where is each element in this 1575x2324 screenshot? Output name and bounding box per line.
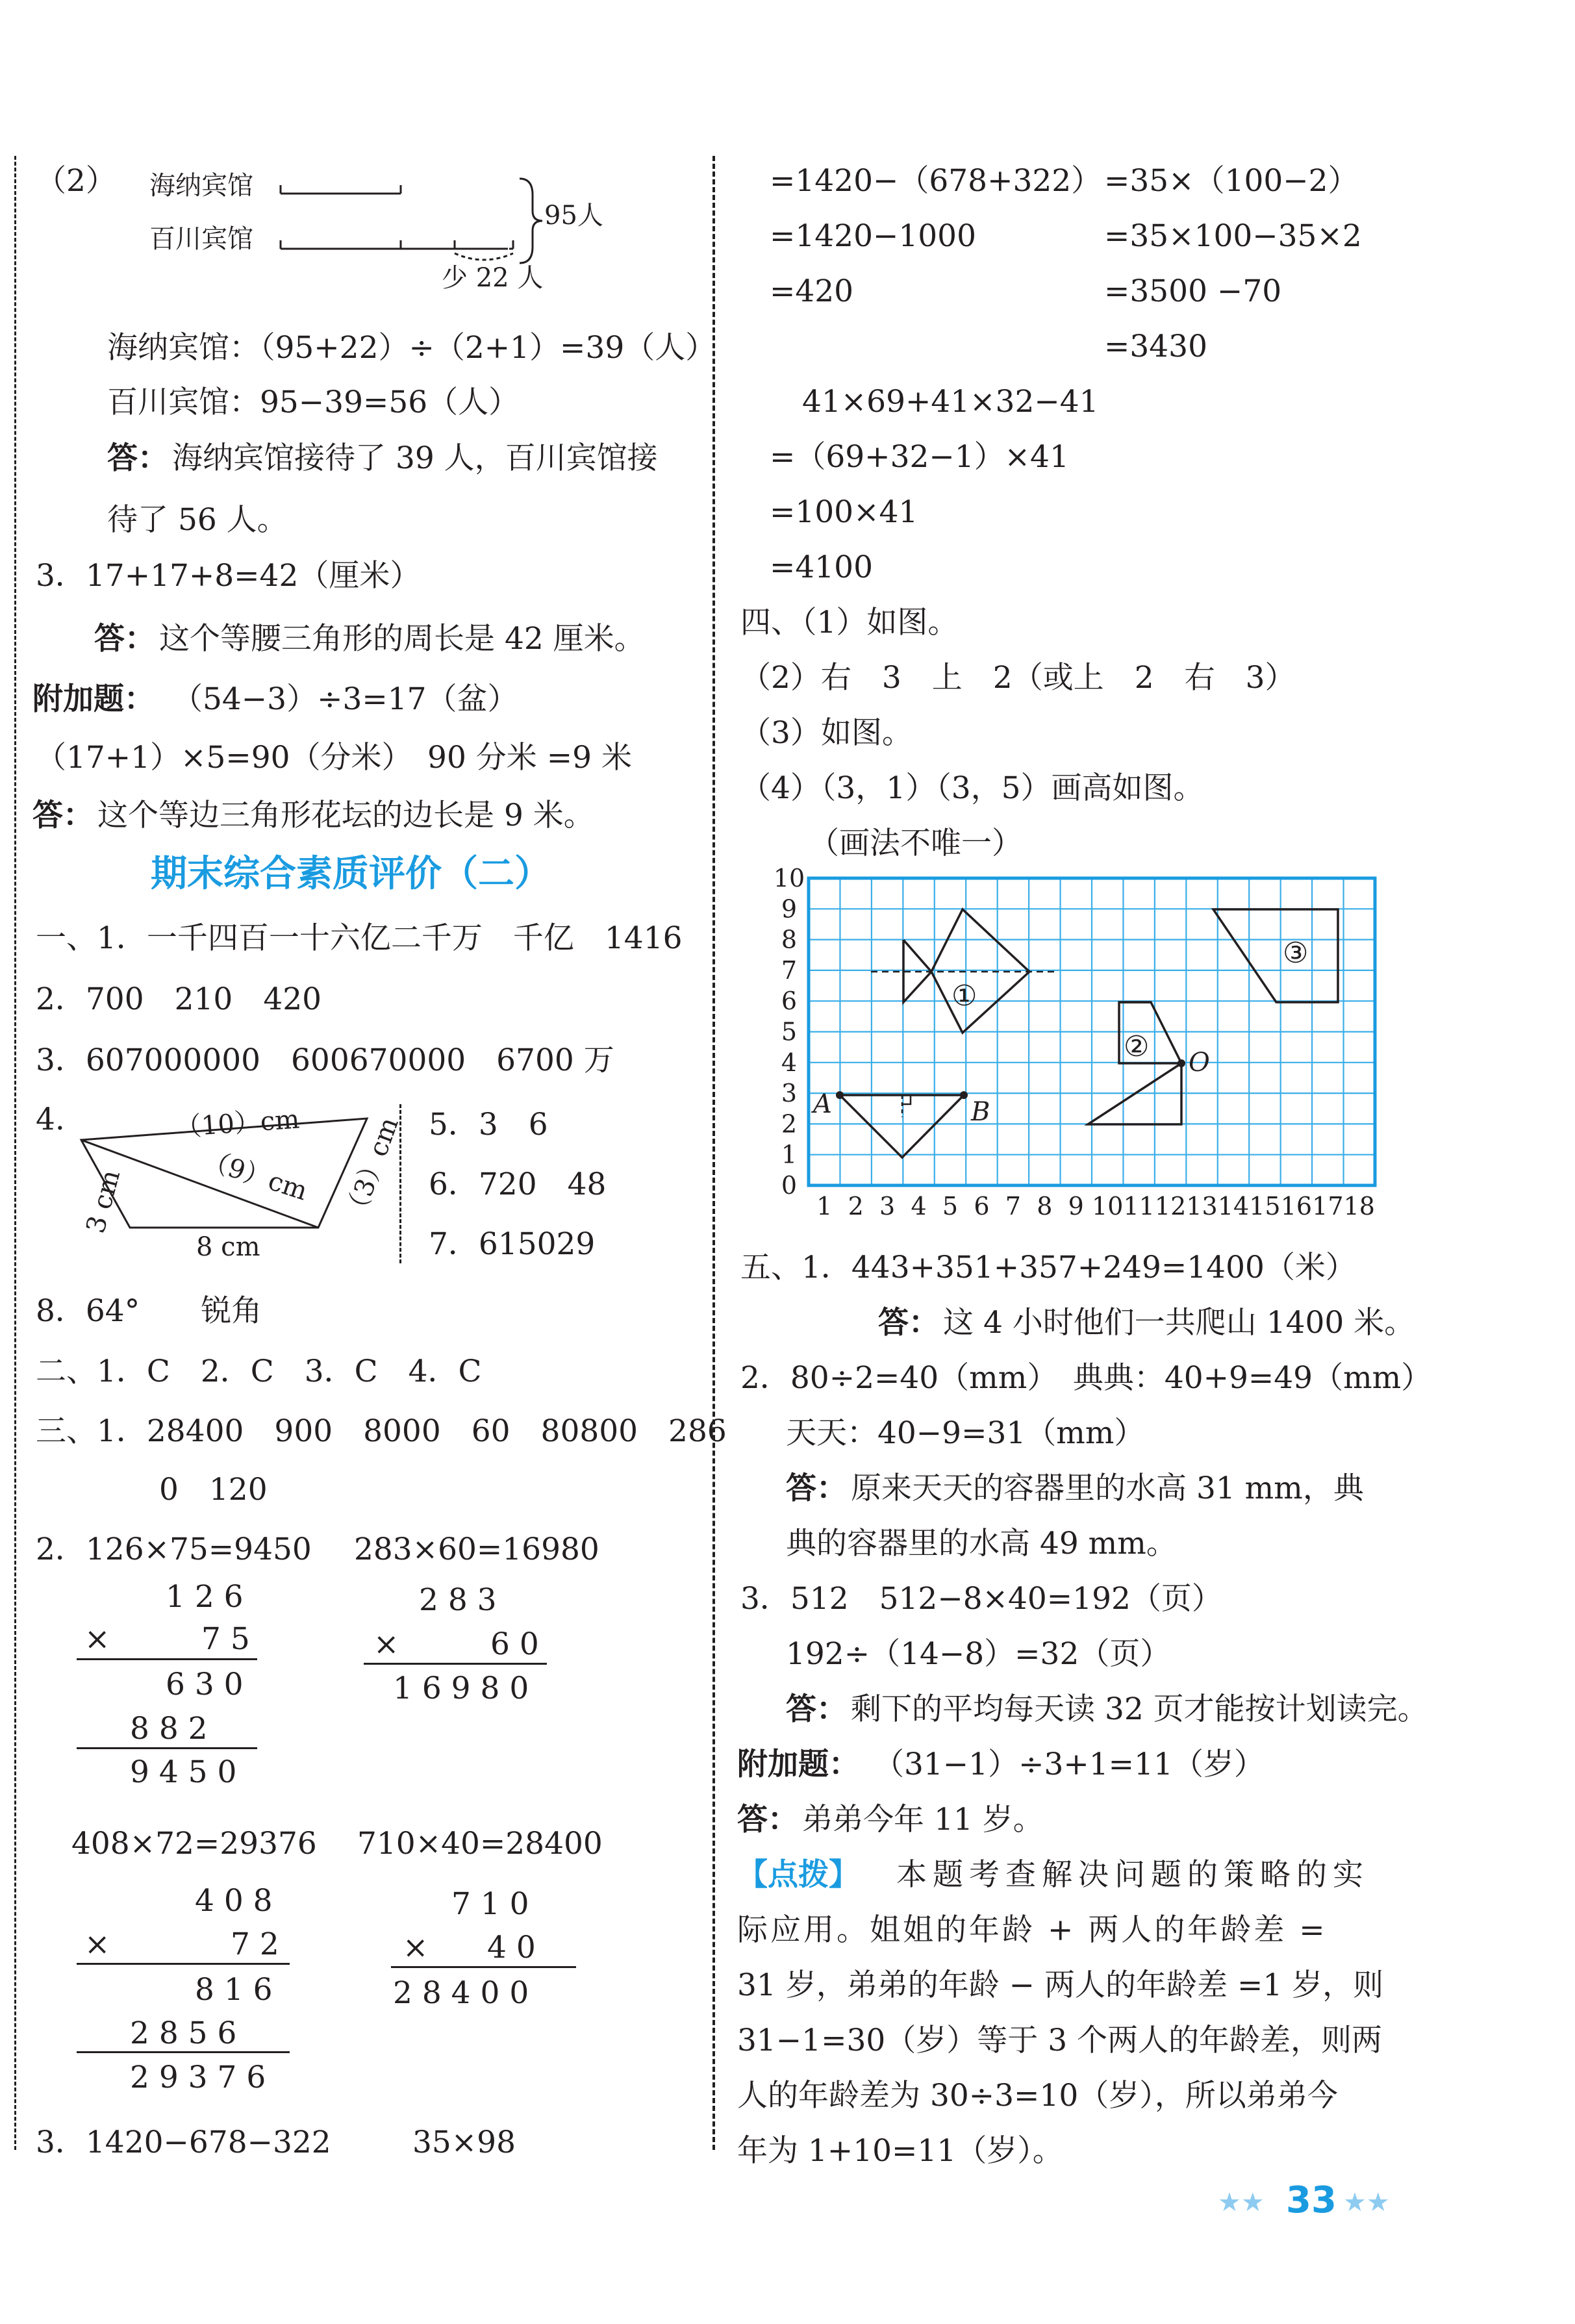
- s3-q3-left: 3．1420−678−322: [36, 2125, 331, 2160]
- calc-b-2: =35×100−35×2: [1104, 218, 1362, 254]
- x-axis-label: 5: [942, 1192, 959, 1220]
- vm3-times: ×: [84, 1926, 110, 1962]
- calc-c-3: =100×41: [770, 494, 918, 530]
- answer-text: 这个等边三角形花坛的边长是 9 米。: [97, 798, 594, 833]
- s4-note: （画法不唯一）: [809, 826, 1022, 861]
- vm3-row: 8 1 6: [195, 1972, 273, 2008]
- point-a-label: A: [813, 1089, 832, 1119]
- section-title: 期末综合素质评价（二）: [151, 853, 551, 895]
- hotel1-label: 海纳宾馆: [149, 171, 253, 201]
- bonus-calc-1: （54−3）÷3=17（盆）: [172, 681, 518, 717]
- s5-q3-line1: 3．512 512−8×40=192（页）: [740, 1581, 1222, 1617]
- vm3-rule: [77, 2051, 290, 2053]
- calc-c-1: 41×69+41×32−41: [802, 384, 1099, 420]
- calc-b-3: =3500 −70: [1104, 273, 1282, 309]
- bonus-label: 附加题：: [737, 1747, 859, 1782]
- y-axis-label: 2: [781, 1109, 798, 1139]
- x-axis-label: 4: [911, 1192, 927, 1220]
- s5-q2-line1: 2．80÷2=40（mm） 典典：40+9=49（mm）: [740, 1360, 1432, 1396]
- s4-q1: 四、（1）如图。: [740, 605, 959, 640]
- total-label: 95人: [544, 201, 603, 231]
- s1-q4: 4.: [36, 1102, 65, 1137]
- x-axis-label: 11: [1123, 1192, 1155, 1220]
- bonus-label: 附加题：: [32, 681, 155, 717]
- y-axis-label: 6: [781, 987, 798, 1016]
- y-axis-label: 0: [781, 1171, 798, 1200]
- left-side-label: 3 cm: [81, 1167, 127, 1237]
- answer-text: 这 4 小时他们一共爬山 1400 米。: [943, 1305, 1415, 1341]
- s1-q8: 8．64° 锐角: [36, 1293, 262, 1329]
- hint-text: 31 岁，弟弟的年龄 − 两人的年龄差 =1 岁，则: [737, 1967, 1384, 2003]
- answer-label: 答：: [94, 621, 155, 657]
- x-axis-label: 7: [1005, 1192, 1021, 1220]
- problem-2-label: （2）: [36, 163, 116, 199]
- vm1-row: 6 3 0: [166, 1667, 244, 1702]
- x-axis-label: 3: [879, 1192, 896, 1220]
- s3-q1-line1: 三、1．28400 900 8000 60 80800 286: [36, 1413, 727, 1449]
- s3-q2-eq4: 710×40=28400: [357, 1826, 603, 1862]
- x-axis-label: 8: [1037, 1192, 1053, 1220]
- point-b-label: B: [971, 1097, 990, 1127]
- bonus-calc-2: （17+1）×5=90（分米） 90 分米 =9 米: [36, 740, 632, 776]
- answer-text: 这个等腰三角形的周长是 42 厘米。: [159, 621, 645, 657]
- shape-2-label: ②: [1124, 1030, 1150, 1063]
- hint-label: 【点拨】: [737, 1857, 859, 1893]
- point-o-label: O: [1189, 1048, 1210, 1078]
- hint-text: 际应用。姐姐的年龄 + 两人的年龄差 =: [737, 1912, 1328, 1948]
- vm1-rule: [77, 1658, 257, 1660]
- x-axis-label: 9: [1068, 1192, 1084, 1220]
- vm2-times: ×: [373, 1626, 399, 1662]
- calc-b-4: =3430: [1104, 329, 1207, 364]
- x-axis-label: 15: [1249, 1192, 1281, 1220]
- s1-q1: 一、1．一千四百一十六亿二千万 千亿 1416: [36, 920, 683, 956]
- y-axis-label: 9: [781, 894, 798, 924]
- answer-label: 答：: [737, 1802, 798, 1838]
- answer-label: 答：: [32, 798, 94, 833]
- calc-c-2: =（69+32−1）×41: [770, 439, 1069, 475]
- bonus-calc: （31−1）÷3+1=11（岁）: [874, 1747, 1265, 1782]
- vm4-rule: [391, 1966, 576, 1968]
- x-axis-label: 13: [1186, 1192, 1218, 1220]
- x-axis-label: 2: [848, 1192, 864, 1220]
- calc-a-2: =1420−1000: [770, 218, 976, 254]
- hint-text: 本题考查解决问题的策略的实: [896, 1857, 1369, 1893]
- s1-q3: 3．607000000 600670000 6700 万: [36, 1042, 614, 1078]
- calc-a-3: =420: [770, 273, 854, 309]
- s4-q4: （4）（3，1）（3，5）画高如图。: [740, 770, 1204, 806]
- s3-q3-right: 35×98: [412, 2125, 516, 2160]
- star-icon: ★★: [1343, 2188, 1390, 2217]
- answer-text: 海纳宾馆接待了 39 人，百川宾馆接: [172, 440, 658, 476]
- s5-q1: 五、1．443+351+357+249=1400（米）: [740, 1250, 1356, 1285]
- answer-text: 原来天天的容器里的水高 31 mm，典: [851, 1471, 1364, 1506]
- s1-q7: 7．615029: [429, 1226, 596, 1262]
- answer-label: 答：: [107, 440, 168, 476]
- vm1-row: 7 5: [201, 1621, 250, 1657]
- vm4-row: 4 0: [487, 1930, 536, 1965]
- vm2-row: 6 0: [490, 1626, 539, 1662]
- y-axis-label: 3: [781, 1079, 798, 1108]
- answer-text: 剩下的平均每天读 32 页才能按计划读完。: [851, 1691, 1428, 1727]
- x-axis-label: 1: [816, 1192, 833, 1220]
- right-side-label: （3）cm: [339, 1113, 405, 1225]
- calc-c-4: =4100: [770, 549, 873, 585]
- y-axis-label: 10: [773, 864, 805, 892]
- x-axis-label: 17: [1312, 1192, 1344, 1220]
- s2-answers: 二、1．C 2．C 3．C 4．C: [36, 1354, 482, 1389]
- s1-q2: 2．700 210 420: [36, 981, 322, 1017]
- y-axis-label: 1: [781, 1140, 798, 1169]
- question-3: 3．17+17+8=42（厘米）: [36, 558, 421, 594]
- x-axis-label: 6: [974, 1192, 990, 1220]
- s4-q2: （2）右 3 上 2（或上 2 右 3）: [740, 660, 1296, 696]
- bottom-side-label: 8 cm: [196, 1232, 260, 1262]
- hint-text: 31−1=30（岁）等于 3 个两人的年龄差，则两: [737, 2023, 1383, 2058]
- answer-label: 答：: [878, 1305, 939, 1341]
- less-label: 少 22 人: [442, 263, 544, 293]
- answer-label: 答：: [786, 1471, 847, 1506]
- y-axis-label: 5: [781, 1017, 798, 1046]
- vm1-times: ×: [84, 1621, 110, 1657]
- hint-text: 年为 1+10=11（岁）。: [737, 2133, 1063, 2169]
- vm3-rule: [77, 1963, 290, 1965]
- x-axis-label: 16: [1280, 1192, 1313, 1220]
- diagonal-label: （9）cm: [199, 1144, 311, 1207]
- y-axis-label: 8: [781, 925, 798, 954]
- x-axis-label: 12: [1154, 1192, 1187, 1220]
- vm4-result: 2 8 4 0 0: [393, 1975, 529, 2011]
- s3-q2-eq3: 408×72=29376: [71, 1826, 317, 1862]
- page-number: 33: [1286, 2179, 1337, 2221]
- s5-q2-line2: 天天：40−9=31（mm）: [786, 1415, 1145, 1451]
- answer-text: 待了 56 人。: [107, 502, 288, 538]
- top-side-label: （10）cm: [174, 1104, 301, 1143]
- vm4-row: 7 1 0: [451, 1886, 529, 1922]
- vm2-row: 2 8 3: [419, 1582, 497, 1618]
- vm1-row: 8 8 2: [130, 1711, 208, 1747]
- s3-q2-eq2: 283×60=16980: [354, 1532, 599, 1567]
- vm4-times: ×: [403, 1930, 429, 1965]
- vm3-row: 7 2: [231, 1926, 279, 1962]
- x-axis-label: 18: [1343, 1192, 1375, 1220]
- y-axis-label: 7: [781, 955, 798, 985]
- vm3-result: 2 9 3 7 6: [130, 2060, 266, 2095]
- vm1-rule: [77, 1747, 257, 1749]
- shape-3-label: ③: [1283, 937, 1309, 970]
- calc-line-2: 百川宾馆：95−39=56（人）: [107, 385, 520, 420]
- answer-text: 弟弟今年 11 岁。: [802, 1802, 1044, 1838]
- s3-q1-line2: 0 120: [159, 1472, 268, 1508]
- shape-1-label: ①: [951, 979, 977, 1013]
- calc-line-1: 海纳宾馆：（95+22）÷（2+1）=39（人）: [107, 330, 716, 366]
- x-axis-label: 10: [1092, 1192, 1124, 1220]
- hotel2-label: 百川宾馆: [149, 224, 253, 254]
- s3-q2-eq1: 2．126×75=9450: [36, 1532, 312, 1567]
- answer-text: 典的容器里的水高 49 mm。: [786, 1526, 1177, 1561]
- calc-b-1: =35×（100−2）: [1104, 163, 1359, 199]
- answer-label: 答：: [786, 1691, 847, 1727]
- star-icon: ★★: [1218, 2188, 1265, 2217]
- vm1-result: 9 4 5 0: [130, 1754, 237, 1790]
- s1-q6: 6．720 48: [429, 1167, 607, 1202]
- vm2-rule: [364, 1663, 547, 1665]
- vm3-row: 2 8 5 6: [130, 2015, 237, 2051]
- s1-q5: 5．3 6: [429, 1107, 548, 1143]
- calc-a-1: =1420−（678+322）: [770, 163, 1102, 199]
- y-axis-label: 4: [781, 1048, 798, 1077]
- vm1-row: 1 2 6: [166, 1579, 244, 1615]
- x-axis-label: 14: [1217, 1192, 1250, 1220]
- vm3-row: 4 0 8: [195, 1883, 273, 1919]
- hint-text: 人的年龄差为 30÷3=10（岁），所以弟弟今: [737, 2078, 1338, 2114]
- vm2-result: 1 6 9 8 0: [393, 1671, 529, 1706]
- s4-q3: （3）如图。: [740, 715, 913, 751]
- s5-q3-line2: 192÷（14−8）=32（页）: [786, 1636, 1171, 1672]
